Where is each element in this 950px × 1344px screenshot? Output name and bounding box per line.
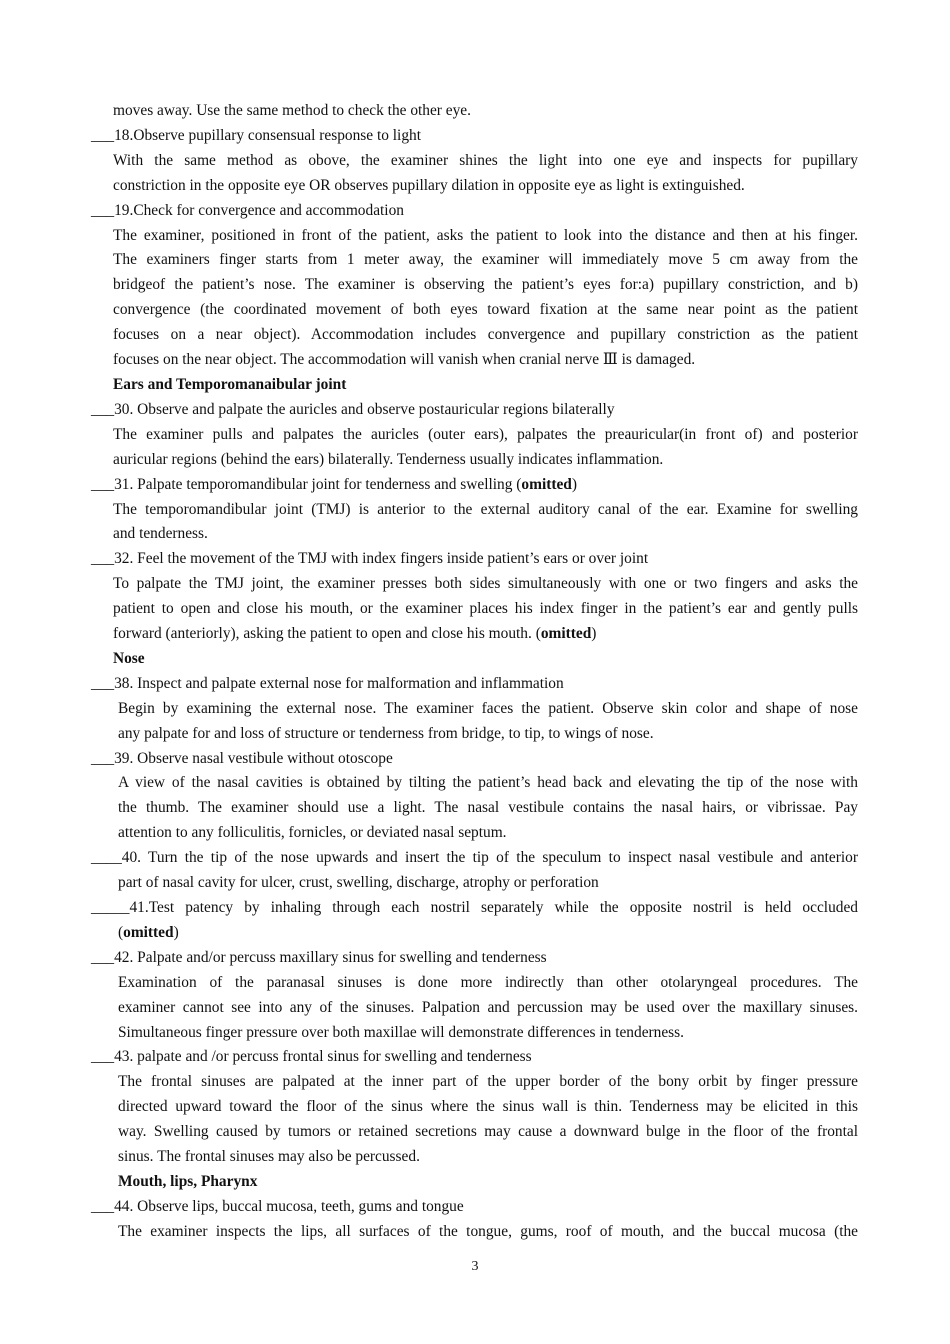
text-line: directed upward toward the floor of the sinus where the sinus wall is thin. Tenderness may be elicited in this <box>118 1098 858 1116</box>
text-line: attention to any folliculitis, fornicles, or deviated nasal septum. <box>118 824 507 842</box>
text-line: patient to open and close his mouth, or the examiner places his index finger in the patient’s ear and gently pulls <box>113 600 858 618</box>
text-line: The examiner pulls and palpates the auricles (outer ears), palpates the preauricular(in front of) and posterior <box>113 425 858 443</box>
checklist-item-18: ___18.Observe pupillary consensual response to light <box>91 126 421 144</box>
text-line: The temporomandibular joint (TMJ) is anterior to the external auditory canal of the ear. Examine for swelling <box>113 500 858 518</box>
paragraph-32 <box>91 572 858 647</box>
page-number: 3 <box>471 1259 479 1274</box>
checklist-item-42: ___42. Palpate and/or percuss maxillary sinus for swelling and tenderness <box>91 948 547 966</box>
text-line: A view of the nasal cavities is obtained by tilting the patient’s head back and elevating the tip of the nose with <box>118 774 858 792</box>
paragraph-39 <box>91 771 858 846</box>
line-text: ( <box>118 923 124 941</box>
text-line: Simultaneous finger pressure over both maxillae will demonstrate differences in tenderness. <box>118 1023 685 1041</box>
text-line: The examiner inspects the lips, all surfaces of the tongue, gums, roof of mouth, and the buccal mucosa (the <box>118 1222 858 1240</box>
checklist-item-32: ___32. Feel the movement of the TMJ with index fingers inside patient’s ears or over joint <box>91 550 649 568</box>
checklist-item-40 <box>91 846 858 896</box>
paragraph-42 <box>91 971 858 1046</box>
paragraph-44 <box>91 1220 858 1245</box>
text-line <box>91 921 858 946</box>
text-line: The examiner, positioned in front of the patient, asks the patient to look into the distance and then at his finger. <box>113 226 858 244</box>
paragraph-31 <box>91 498 858 548</box>
item-text: ___31. Palpate temporomandibular joint for tenderness and swelling ( <box>91 475 522 493</box>
text-line <box>113 622 858 647</box>
text-line: and tenderness. <box>113 525 208 543</box>
text-line: the thumb. The examiner should use a light. The nasal vestibule contains the nasal hairs, or vibrissae. Pay <box>118 799 858 817</box>
text-line: Begin by examining the external nose. The examiner faces the patient. Observe skin color and shape of nose <box>118 699 858 717</box>
text-line: moves away. Use the same method to check the other eye. <box>113 102 471 119</box>
text-line: convergence (the coordinated movement of both eyes toward fixation at the same near point as the patient <box>113 301 858 319</box>
paragraph-38 <box>91 697 858 747</box>
omitted-label: omitted <box>521 475 572 493</box>
text-line: ____40. Turn the tip of the nose upwards and insert the tip of the speculum to inspect nasal vestibule and anterior <box>91 849 858 867</box>
text-line: The frontal sinuses are palpated at the inner part of the upper border of the bony orbit by finger pressure <box>118 1073 858 1091</box>
text-line: bridgeof the patient’s nose. The examiner is observing the patient’s eyes for:a) pupillary constriction, and b) <box>113 276 858 294</box>
paragraph-19 <box>91 224 858 373</box>
text-line: auricular regions (behind the ears) bilaterally. Tenderness usually indicates inflammation. <box>113 450 664 468</box>
text-line: To palpate the TMJ joint, the examiner presses both sides simultaneously with one or two fingers and asks the <box>113 575 858 593</box>
page-content <box>91 99 858 1245</box>
paragraph-43 <box>91 1070 858 1170</box>
checklist-item-38: ___38. Inspect and palpate external nose for malformation and inflammation <box>91 674 564 692</box>
checklist-item-43: ___43. palpate and /or percuss frontal sinus for swelling and tenderness <box>91 1048 532 1066</box>
text-line: With the same method as obove, the examiner shines the light into one eye and inspects for pupillary <box>113 151 858 169</box>
text-line: Examination of the paranasal sinuses is done more indirectly than other otolaryngeal procedures. The <box>118 973 858 991</box>
line-text: forward (anteriorly), asking the patient to open and close his mouth. ( <box>113 625 541 643</box>
line-text-end: ) <box>173 923 179 941</box>
text-line: way. Swelling caused by tumors or retained secretions may cause a downward bulge in the floor of the frontal <box>118 1123 858 1141</box>
checklist-item-19: ___19.Check for convergence and accommodation <box>91 201 404 219</box>
section-heading-mouth: Mouth, lips, Pharynx <box>118 1172 258 1190</box>
section-heading-nose: Nose <box>113 649 145 667</box>
text-line: focuses on the near object. The accommodation will vanish when cranial nerve Ⅲ is damaged. <box>113 351 696 369</box>
paragraph-18 <box>91 149 858 199</box>
omitted-label: omitted <box>540 625 592 643</box>
omitted-label: omitted <box>123 923 174 941</box>
text-line: any palpate for and loss of structure or tenderness from bridge, to tip, to wings of nose. <box>118 724 654 742</box>
checklist-item-39: ___39. Observe nasal vestibule without otoscope <box>91 749 393 767</box>
text-line: examiner cannot see into any of the sinuses. Palpation and percussion may be used over the maxillary sinuses. <box>118 998 858 1016</box>
text-line: constriction in the opposite eye OR observes pupillary dilation in opposite eye as light is extinguished. <box>113 176 745 194</box>
checklist-item-41 <box>91 896 858 946</box>
checklist-item-31 <box>91 473 858 498</box>
item-text-end: ) <box>571 475 577 493</box>
checklist-item-30: ___30. Observe and palpate the auricles and observe postauricular regions bilaterally <box>91 400 615 418</box>
text-line: The examiners finger starts from 1 meter away, the examiner will immediately move 5 cm away from the <box>113 251 858 269</box>
section-heading-ears: Ears and Temporomanaibular joint <box>113 375 347 393</box>
text-line: _____41.Test patency by inhaling through each nostril separately while the opposite nostril is held occluded <box>91 899 858 916</box>
line-text-end: ) <box>591 625 597 643</box>
text-line: part of nasal cavity for ulcer, crust, swelling, discharge, atrophy or perforation <box>118 874 599 892</box>
text-line: focuses on a near object). Accommodation includes convergence and pupillary constriction as the patient <box>113 326 858 344</box>
checklist-item-44: ___44. Observe lips, buccal mucosa, teeth, gums and tongue <box>91 1197 464 1215</box>
paragraph-30 <box>91 423 858 473</box>
text-line: sinus. The frontal sinuses may also be percussed. <box>118 1148 420 1166</box>
